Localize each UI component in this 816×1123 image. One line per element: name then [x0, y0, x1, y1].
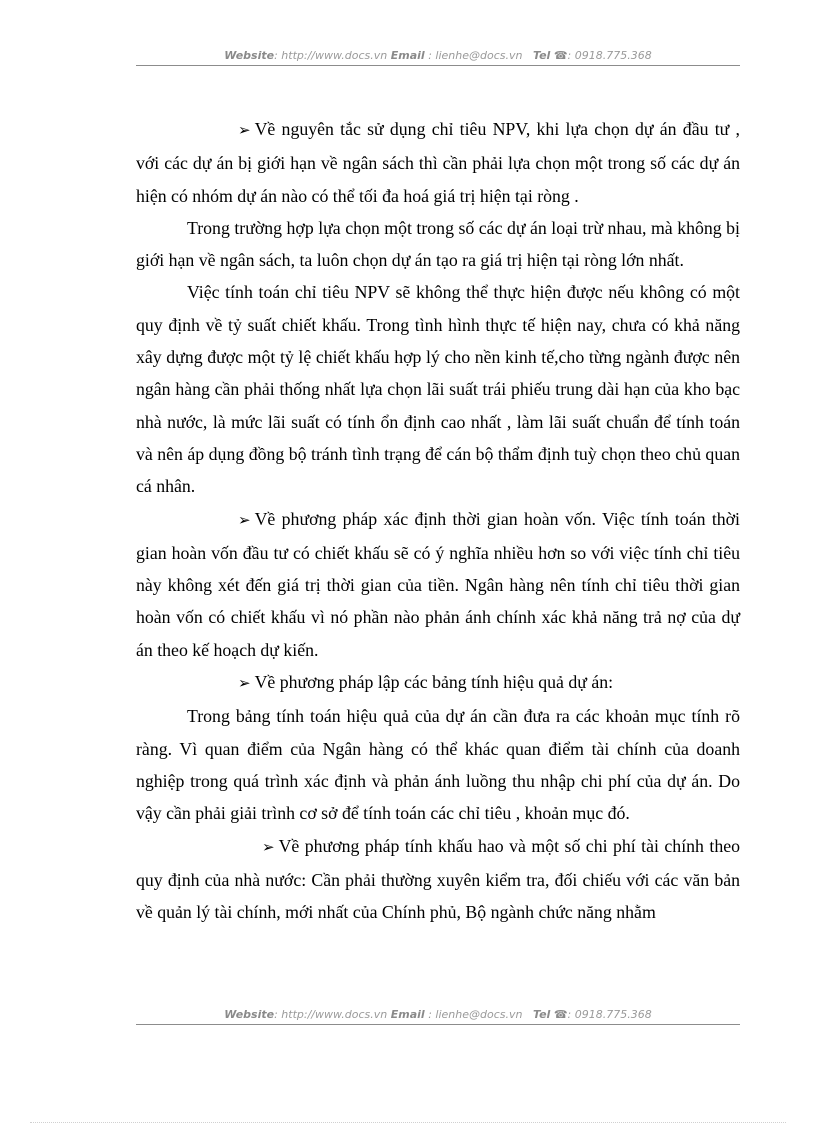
document-body [136, 113, 740, 928]
paragraph-text: Về nguyên tắc sử dụng chỉ tiêu NPV, khi lựa chọn dự án đầu tư , với các dự án bị giới hạn về ngân sách thì cần phải lựa chọn một trong số các dự án hiện có nhóm dự án nào có thể tối đa hoá giá trị hiện tại ròng . [136, 119, 740, 206]
paragraph-text: Về phương pháp tính khấu hao và một số chi phí tài chính theo quy định của nhà nước: Cần phải thường xuyên kiểm tra, đối chiếu với các văn bản về quản lý tài chính, mới nhất của Chính phủ, Bộ ngành chức năng nhằm [136, 835, 740, 923]
tel-value: : 0918.775.368 [567, 49, 652, 62]
paragraph-calculation-items: Trong bảng tính toán hiệu quả của dự án cần đưa ra các khoản mục tính rõ ràng. Vì quan điểm của Ngân hàng có thể khác quan điểm tài chính của doanh nghiệp trong quá trình xác định và phản ánh luồng thu nhập chi phí của dự án. Do vậy cần phải giải trình cơ sở để tính toán các chỉ tiêu , khoản mục đó. [136, 706, 740, 824]
paragraph-discount-rate: Việc tính toán chỉ tiêu NPV sẽ không thể thực hiện được nếu không có một quy định về tỷ suất chiết khấu. Trong tình hình thực tế hiện nay, chưa có khả năng xây dựng được một tỷ lệ chiết khấu hợp lý cho nền kinh tế,cho từng ngành được nên ngân hàng cần phải thống nhất lựa chọn lãi suất trái phiếu trung dài hạn của kho bạc nhà nước, là mức lãi suất có tính ổn định cao nhất , làm lãi suất chuẩn để tính toán và nên áp dụng đồng bộ tránh tình trạng để cán bộ thẩm định tuỳ chọn theo chủ quan cá nhân. [136, 282, 740, 497]
website-label: Website [224, 1008, 275, 1021]
tel-label: Tel [532, 49, 551, 62]
email-value: : lienhe@docs.vn [424, 1008, 523, 1021]
paragraph-payback-method [136, 503, 740, 666]
paragraph-efficiency-tables [136, 666, 740, 700]
arrow-bullet-icon: ➢ [238, 123, 251, 139]
arrow-bullet-icon: ➢ [238, 512, 251, 529]
paragraph-text: Về phương pháp lập các bảng tính hiệu quả dự án: [254, 672, 614, 693]
website-label: Website [224, 49, 275, 62]
page-header [136, 49, 740, 66]
phone-icon: ☎ [553, 49, 568, 62]
paragraph-depreciation [136, 830, 740, 929]
email-label: Email [390, 49, 425, 62]
paragraph-npv-principle [136, 113, 740, 212]
paragraph-mutually-exclusive: Trong trường hợp lựa chọn một trong số các dự án loại trừ nhau, mà không bị giới hạn về ngân sách, ta luôn chọn dự án tạo ra giá trị hiện tại ròng lớn nhất. [136, 217, 740, 271]
website-value: : http://www.docs.vn [274, 49, 388, 62]
phone-icon: ☎ [553, 1008, 568, 1021]
email-value: : lienhe@docs.vn [424, 49, 523, 62]
paragraph-text: Về phương pháp xác định thời gian hoàn vốn. Việc tính toán thời gian hoàn vốn đầu tư có chiết khấu sẽ có ý nghĩa nhiều hơn so với việc tính chỉ tiêu này không xét đến giá trị thời gian của tiền. Ngân hàng nên tính chỉ tiêu thời gian hoàn vốn có chiết khấu vì nó phần nào phản ánh chính xác khả năng trả nợ của dự án theo kế hoạch dự kiến. [136, 508, 740, 660]
page-footer [136, 1008, 740, 1025]
tel-value: : 0918.775.368 [567, 1008, 652, 1021]
email-label: Email [390, 1008, 425, 1021]
website-value: : http://www.docs.vn [274, 1008, 388, 1021]
arrow-bullet-icon: ➢ [238, 676, 251, 693]
arrow-bullet-icon: ➢ [262, 839, 275, 856]
tel-label: Tel [532, 1008, 551, 1021]
